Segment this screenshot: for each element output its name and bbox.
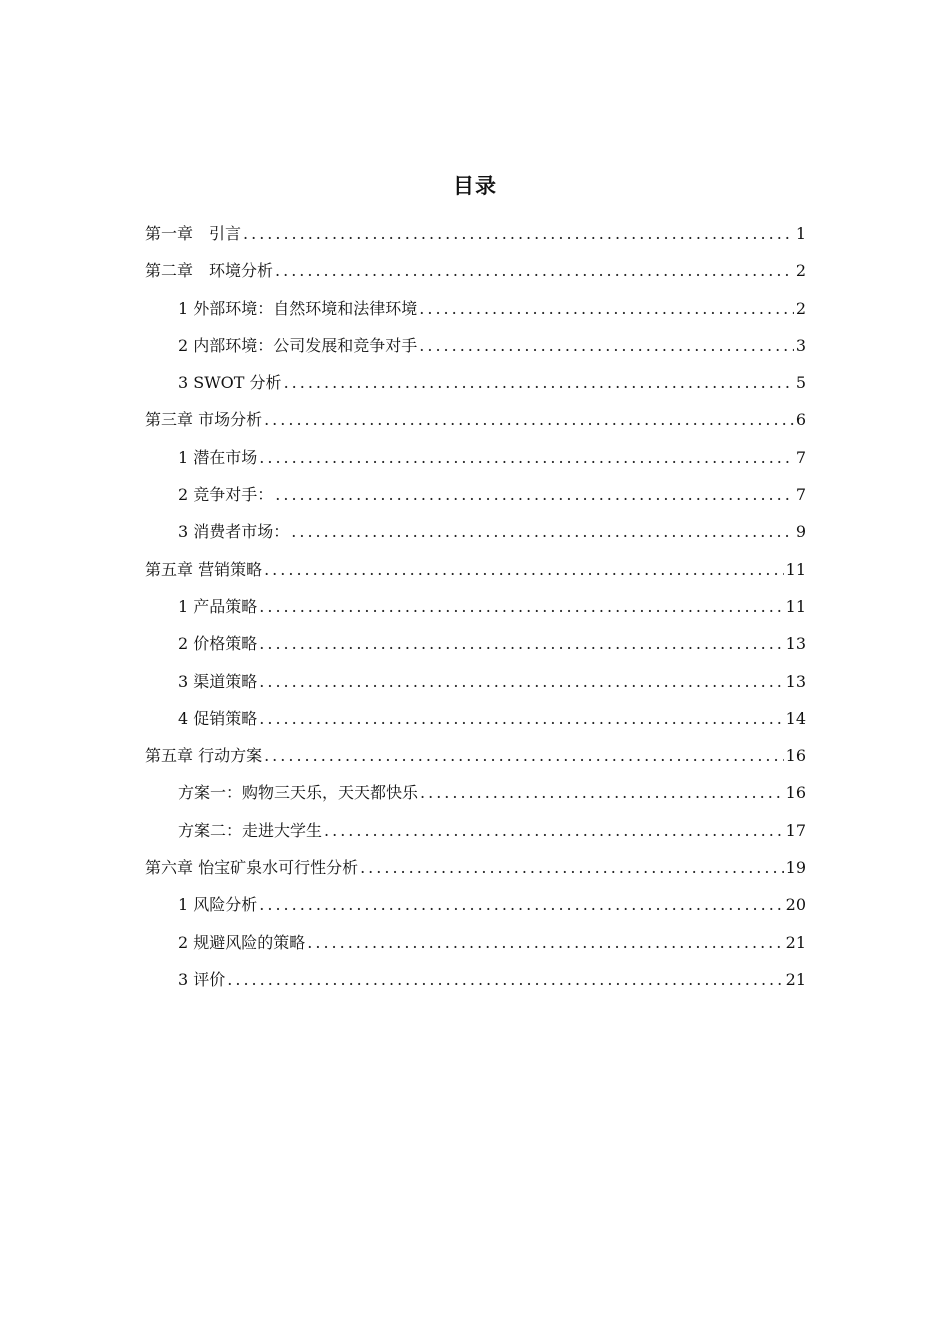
toc-entry-page-number: 21 [785,969,806,989]
toc-entry-page-number: 13 [785,671,806,691]
toc-entry[interactable] [145,812,806,849]
toc-entry-label: 2 竞争对手： [178,485,274,505]
toc-entry[interactable] [145,737,806,774]
toc-leader-dots [259,588,783,625]
toc-entry[interactable] [145,961,806,998]
toc-entry-page-number: 20 [785,895,806,915]
toc-entry-label: 2 规避风险的策略 [178,932,306,952]
toc-entry-label: 3 消费者市场： [178,522,290,542]
toc-leader-dots [307,924,783,961]
toc-entry-label: 第二章 环境分析 [145,261,274,281]
toc-leader-dots [264,737,784,774]
toc-entry-label: 1 潜在市场 [178,447,258,467]
toc-leader-dots [264,401,794,438]
toc-entry-page-number: 21 [785,932,806,952]
toc-entry[interactable] [145,290,806,327]
toc-entry-label: 第一章 引言 [145,224,242,243]
toc-entry[interactable] [145,551,806,588]
toc-entry[interactable] [145,401,806,438]
toc-entry-label: 1 风险分析 [178,895,258,915]
toc-entry-label: 方案二：走进大学生 [178,820,323,840]
toc-entry-label: 第五章 营销策略 [145,559,263,579]
toc-entry-page-number: 16 [785,783,806,803]
toc-entry-page-number: 1 [795,224,806,243]
toc-entry-page-number: 9 [795,522,806,542]
toc-entry-page-number: 11 [785,596,806,616]
toc-entry-page-number: 17 [785,820,806,840]
toc-entry-label: 1 产品策略 [178,596,258,616]
toc-leader-dots [259,700,783,737]
toc-entry[interactable] [145,924,806,961]
toc-entry-page-number: 5 [795,373,806,393]
toc-leader-dots [419,290,794,327]
toc-entry-page-number: 16 [785,746,806,766]
toc-entry-label: 方案一：购物三天乐，天天都快乐 [178,783,419,803]
toc-leader-dots [420,774,784,811]
toc-entry[interactable] [145,588,806,625]
toc-leader-dots [275,476,794,513]
toc-entry-page-number: 7 [795,447,806,467]
toc-leader-dots [243,215,794,252]
toc-leader-dots [291,513,794,550]
toc-leader-dots [419,327,794,364]
toc-entry[interactable] [145,364,806,401]
toc-entry-label: 4 促销策略 [178,708,258,728]
toc-entry[interactable] [145,513,806,550]
toc-entry-page-number: 6 [795,410,806,430]
toc-leader-dots [259,625,783,662]
toc-leader-dots [284,364,794,401]
toc-entry-page-number: 2 [795,261,806,281]
toc-leader-dots [264,551,784,588]
toc-entry-page-number: 2 [795,298,806,318]
toc-entry-page-number: 11 [785,559,806,579]
toc-entry-label: 3 渠道策略 [178,671,258,691]
toc-entry[interactable] [145,886,806,923]
toc-entry-page-number: 13 [785,634,806,654]
toc-leader-dots [275,252,794,289]
toc-entry-label: 第五章 行动方案 [145,746,263,766]
toc-entry-label: 2 价格策略 [178,634,258,654]
toc-entry[interactable] [145,663,806,700]
toc-entry-page-number: 19 [785,858,806,878]
toc-entry[interactable] [145,700,806,737]
toc-entry-label: 第六章 怡宝矿泉水可行性分析 [145,858,359,878]
toc-entry[interactable] [145,476,806,513]
toc-leader-dots [324,812,784,849]
toc-entry[interactable] [145,849,806,886]
toc-entry-page-number: 7 [795,485,806,505]
toc-entry[interactable] [145,327,806,364]
toc-entry[interactable] [145,625,806,662]
toc-leader-dots [259,663,783,700]
toc-entry-label: 2 内部环境：公司发展和竞争对手 [178,335,418,355]
toc-title: 目录 [453,174,497,198]
toc-list [145,215,806,998]
toc-entry-label: 1 外部环境：自然环境和法律环境 [178,298,418,318]
toc-leader-dots [259,439,794,476]
toc-leader-dots [360,849,784,886]
toc-entry-label: 3 SWOT 分析 [178,373,282,393]
toc-entry[interactable] [145,439,806,476]
toc-entry-label: 第三章 市场分析 [145,410,263,430]
toc-entry-label: 3 评价 [178,969,226,989]
toc-entry[interactable] [145,215,806,252]
toc-entry-page-number: 3 [795,335,806,355]
toc-entry[interactable] [145,252,806,289]
toc-entry-page-number: 14 [785,708,806,728]
toc-entry[interactable] [145,774,806,811]
toc-leader-dots [227,961,783,998]
toc-leader-dots [259,886,783,923]
